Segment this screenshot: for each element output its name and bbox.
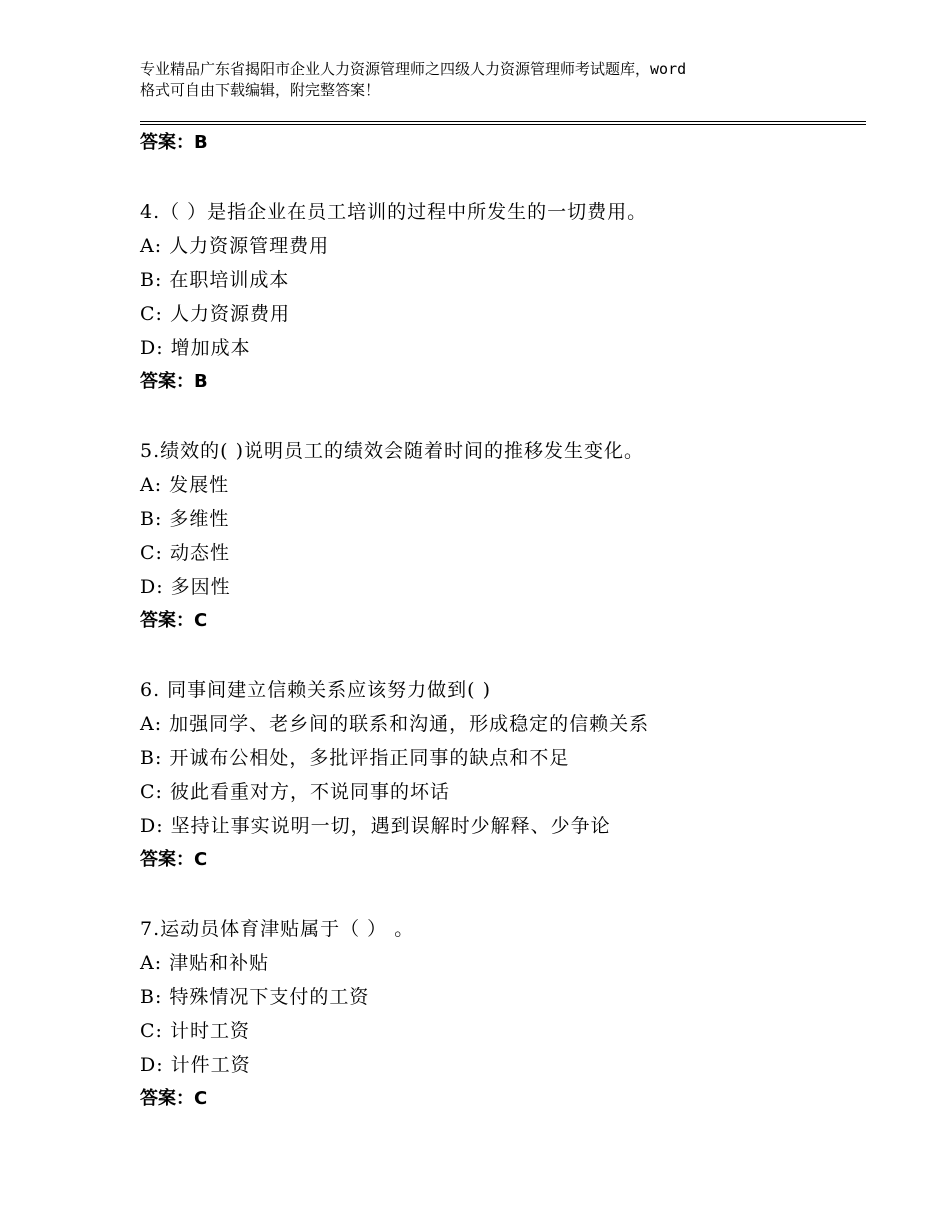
answer-value: C (194, 849, 208, 870)
option-a: A: 加强同学、老乡间的联系和沟通，形成稳定的信赖关系 (140, 713, 650, 735)
question-stem: 5.绩效的( )说明员工的绩效会随着时间的推移发生变化。 (140, 440, 644, 462)
answer-line (140, 1087, 207, 1111)
header-divider-top (140, 121, 866, 122)
option-d: D: 坚持让事实说明一切，遇到误解时少解释、少争论 (140, 815, 611, 837)
answer-line (140, 848, 207, 872)
answer-line (140, 370, 208, 394)
answer-line-prev (140, 131, 208, 155)
answer-value: C (194, 1088, 208, 1109)
answer-label: 答案： (140, 132, 194, 153)
answer-value: B (194, 371, 208, 392)
option-c: C: 人力资源费用 (140, 303, 290, 325)
answer-label: 答案： (140, 371, 194, 392)
option-c: C: 计时工资 (140, 1020, 250, 1042)
question-stem: 7.运动员体育津贴属于（ ） 。 (140, 918, 415, 940)
option-c: C: 动态性 (140, 542, 230, 564)
question-stem: 6. 同事间建立信赖关系应该努力做到( ) (140, 679, 492, 701)
answer-value: B (194, 132, 208, 153)
question-stem: 4.（ ）是指企业在员工培训的过程中所发生的一切费用。 (140, 201, 648, 223)
option-d: D: 计件工资 (140, 1054, 251, 1076)
option-c: C: 彼此看重对方，不说同事的坏话 (140, 781, 450, 803)
option-a: A: 津贴和补贴 (140, 952, 270, 974)
header-title-line-2: 格式可自由下载编辑，附完整答案！ (140, 81, 381, 99)
header-divider-bottom (140, 124, 866, 125)
option-b: B: 多维性 (140, 508, 230, 530)
option-b: B: 在职培训成本 (140, 269, 290, 291)
answer-label: 答案： (140, 849, 194, 870)
option-b: B: 特殊情况下支付的工资 (140, 986, 370, 1008)
answer-label: 答案： (140, 1088, 194, 1109)
answer-line (140, 609, 207, 633)
option-b: B: 开诚布公相处，多批评指正同事的缺点和不足 (140, 747, 570, 769)
answer-value: C (194, 610, 208, 631)
option-d: D: 多因性 (140, 576, 231, 598)
option-a: A: 人力资源管理费用 (140, 235, 330, 257)
option-a: A: 发展性 (140, 474, 230, 496)
answer-label: 答案： (140, 610, 194, 631)
header-title-line-1: 专业精品广东省揭阳市企业人力资源管理师之四级人力资源管理师考试题库，word (140, 60, 687, 78)
option-d: D: 增加成本 (140, 337, 251, 359)
